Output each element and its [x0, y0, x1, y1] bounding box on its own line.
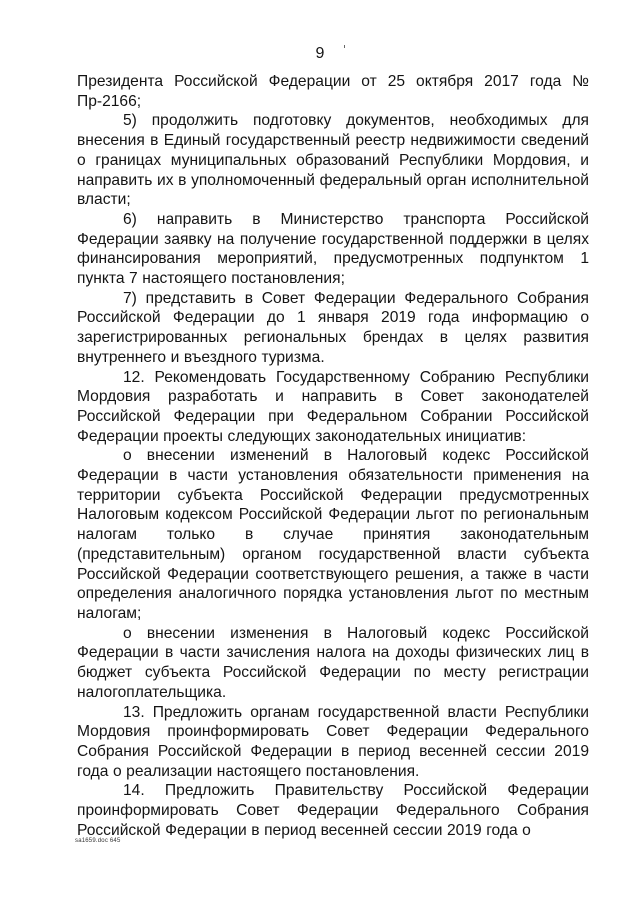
footer-file-code: sa1659.doc 645	[75, 838, 121, 844]
paragraph-item-7: 7) представить в Совет Федерации Федерального Собрания Российской Федерации до 1 января 2019 года информацию о зарегистрированных региональных брендах в целях развития внутреннего и въездного туризма.	[77, 289, 589, 366]
paragraph-item-5: 5) продолжить подготовку документов, необходимых для внесения в Единый государственный реестр недвижимости сведений о границах муниципальных образований Республики Мордовия, и направить их в уполномоченный федеральный орган исполнительной власти;	[77, 112, 589, 209]
paragraph-initiative-2: о внесении изменения в Налоговый кодекс Российской Федерации в части зачисления налога на доходы физических лиц в бюджет субъекта Российской Федерации по месту регистрации налогоплательщика.	[77, 624, 589, 701]
paragraph-item-6: 6) направить в Министерство транспорта Российской Федерации заявку на получение государственной поддержки в целях финансирования мероприятий, предусмотренных подпунктом 1 пункта 7 настоящего постановления;	[77, 210, 589, 288]
document-body	[77, 72, 589, 840]
paragraph-clause-13: 13. Предложить органам государственной власти Республики Мордовия проинформировать Совет Федерации Федерального Собрания Российской Федерации в период весенней сессии 2019 года о реализации настоящего постановления.	[77, 703, 589, 780]
paragraph-clause-14: 14. Предложить Правительству Российской Федерации проинформировать Совет Федерации Федерального Собрания Российской Федерации в период весенней сессии 2019 года о	[77, 782, 589, 839]
paragraph-clause-12: 12. Рекомендовать Государственному Собранию Республики Мордовия разработать и направить в Совет законодателей Российской Федерации при Федеральном Собрании Российской Федерации проекты следующих законодательных инициатив:	[77, 368, 589, 445]
page-number: 9	[315, 45, 325, 62]
paragraph-initiative-1: о внесении изменений в Налоговый кодекс Российской Федерации в части установления обязательности применения на территории субъекта Российской Федерации предусмотренных Налоговым кодексом Российской Федерации льгот по региональным налогам только в случае принятия законодательным (представительным) органом государственной власти субъекта Российской Федерации соответствующего решения, а также в части определения аналогичного порядка установления льгот по местным налогам;	[77, 447, 589, 622]
paragraph-continuation: Президента Российской Федерации от 25 октября 2017 года № Пр-2166;	[77, 73, 589, 110]
